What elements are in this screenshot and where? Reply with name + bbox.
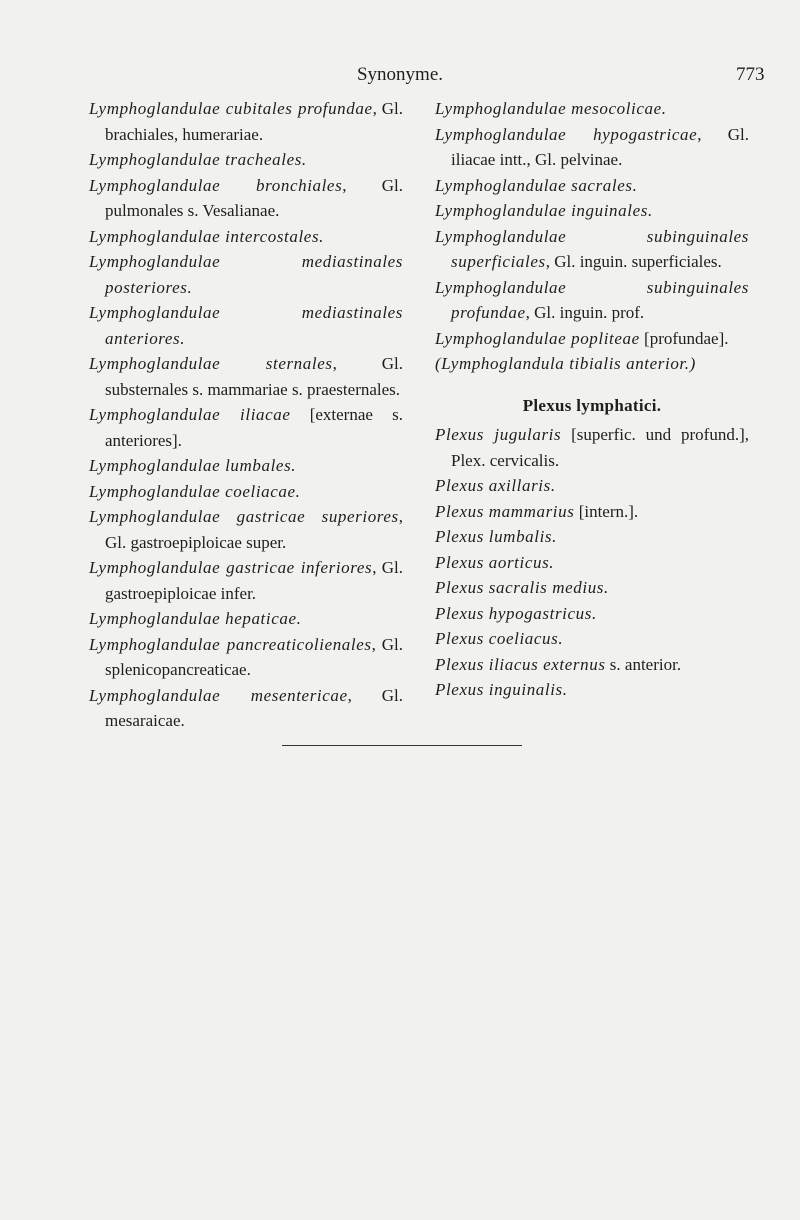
entry-gloss: [superfic. und profund.], Plex. cervicalis.	[451, 425, 749, 470]
entry-gloss: , Gl. splenicopancreaticae.	[105, 634, 403, 679]
section-heading: Plexus lymphatici.	[522, 395, 662, 415]
entry-term: Lymphoglandulae mesocolicae.	[435, 99, 667, 118]
entry	[435, 652, 749, 678]
entry	[435, 550, 749, 576]
entry-term: Lymphoglandulae mediastinales anteriores.	[89, 303, 403, 348]
entry-gloss: , Gl. inguin. superficiales.	[545, 252, 722, 271]
entry-term: Lymphoglandulae lumbales.	[89, 456, 297, 475]
entry	[89, 351, 403, 402]
entry-term: Lymphoglandulae pancreaticolienales	[89, 634, 372, 654]
entry	[435, 677, 749, 703]
entry	[89, 300, 403, 351]
entry	[89, 453, 403, 479]
entry-term: Lymphoglandulae subinguinales superficiales	[435, 226, 749, 271]
entry-term: Plexus hypogastricus.	[435, 603, 597, 623]
entry-term: Lymphoglandulae mediastinales posteriores.	[89, 252, 403, 297]
entry-term: Plexus coeliacus.	[435, 629, 564, 648]
entry-term: Plexus axillaris.	[435, 476, 556, 495]
running-head: Synonyme.	[356, 64, 444, 85]
entry	[435, 626, 749, 652]
entry-term: Lymphoglandulae mesentericae	[89, 685, 348, 705]
entry-term: Plexus lumbalis.	[435, 527, 557, 546]
entry-term: Lymphoglandulae sacrales.	[435, 175, 638, 195]
entry-term: Lymphoglandulae tracheales.	[89, 150, 307, 169]
entry-term: Lymphoglandulae inguinales.	[435, 201, 653, 220]
entry-term: Lymphoglandulae popliteae	[435, 328, 640, 348]
entry-term: (Lymphoglandula tibialis anterior.)	[435, 354, 696, 373]
entry-term: Lymphoglandulae hypogastricae	[435, 124, 698, 144]
entry-gloss: , Gl. gastroepiploicae super.	[105, 507, 403, 552]
entry	[435, 524, 749, 550]
entry	[435, 198, 749, 224]
entry	[435, 351, 749, 377]
entry	[89, 504, 403, 555]
entry-gloss: [externae s. anteriores].	[105, 405, 403, 450]
entry	[435, 422, 749, 473]
entry	[435, 224, 749, 275]
entry	[435, 473, 749, 499]
entry	[89, 683, 403, 734]
entry	[89, 606, 403, 632]
entry	[435, 122, 749, 173]
right-column	[435, 96, 749, 703]
entry-gloss: , Gl. inguin. prof.	[525, 303, 645, 322]
entry	[89, 147, 403, 173]
entry-term: Lymphoglandulae bronchiales	[89, 175, 343, 195]
entry	[435, 575, 749, 601]
entry	[89, 632, 403, 683]
entry-term: Lymphoglandulae coeliacae.	[89, 481, 301, 501]
entry	[89, 173, 403, 224]
entry-term: Lymphoglandulae hepaticae.	[89, 609, 302, 628]
entry-term: Lymphoglandulae iliacae	[89, 405, 291, 424]
entry-gloss: [intern.].	[574, 501, 639, 521]
entry	[89, 402, 403, 453]
entry	[89, 249, 403, 300]
entry-gloss: [profundae].	[639, 328, 729, 348]
entry	[435, 601, 749, 627]
entry-term: Lymphoglandulae sternales	[89, 354, 333, 373]
entry	[89, 224, 403, 250]
entry-gloss: , Gl. gastroepiploicae infer.	[105, 558, 403, 603]
entry-gloss: s. anterior.	[605, 654, 682, 674]
entry	[435, 275, 749, 326]
entry-gloss: , Gl. substernales s. mammariae s. praesternales.	[105, 354, 403, 399]
entry	[89, 96, 403, 147]
entry-term: Plexus inguinalis.	[435, 680, 568, 699]
entry-gloss: , Gl. iliacae intt., Gl. pelvinae.	[451, 124, 749, 169]
entry	[435, 326, 749, 352]
entry	[89, 479, 403, 505]
entry-term: Plexus jugularis	[435, 425, 562, 444]
entry-term: Plexus aorticus.	[435, 552, 555, 572]
entry	[435, 173, 749, 199]
entry-term: Lymphoglandulae gastricae inferiores	[89, 558, 373, 577]
end-rule	[282, 745, 522, 746]
entry	[89, 555, 403, 606]
entry-term: Lymphoglandulae gastricae superiores	[89, 507, 399, 526]
entry-term: Lymphoglandulae subinguinales profundae	[435, 277, 749, 322]
page-number: 773	[736, 64, 765, 85]
entry	[435, 96, 749, 122]
entry-gloss: , Gl. mesaraicae.	[105, 685, 403, 730]
entry-term: Plexus sacralis medius.	[435, 578, 609, 597]
left-column	[89, 96, 403, 734]
entry-gloss: , Gl. pulmonales s. Vesalianae.	[105, 175, 403, 220]
entry-gloss: , Gl. brachiales, humerariae.	[105, 99, 403, 144]
entry-term: Plexus iliacus externus	[435, 654, 606, 674]
entry-term: Plexus mammarius	[435, 501, 575, 521]
entry-term: Lymphoglandulae intercostales.	[89, 226, 325, 246]
entry	[435, 499, 749, 525]
entry-term: Lymphoglandulae cubitales profundae	[89, 99, 373, 118]
